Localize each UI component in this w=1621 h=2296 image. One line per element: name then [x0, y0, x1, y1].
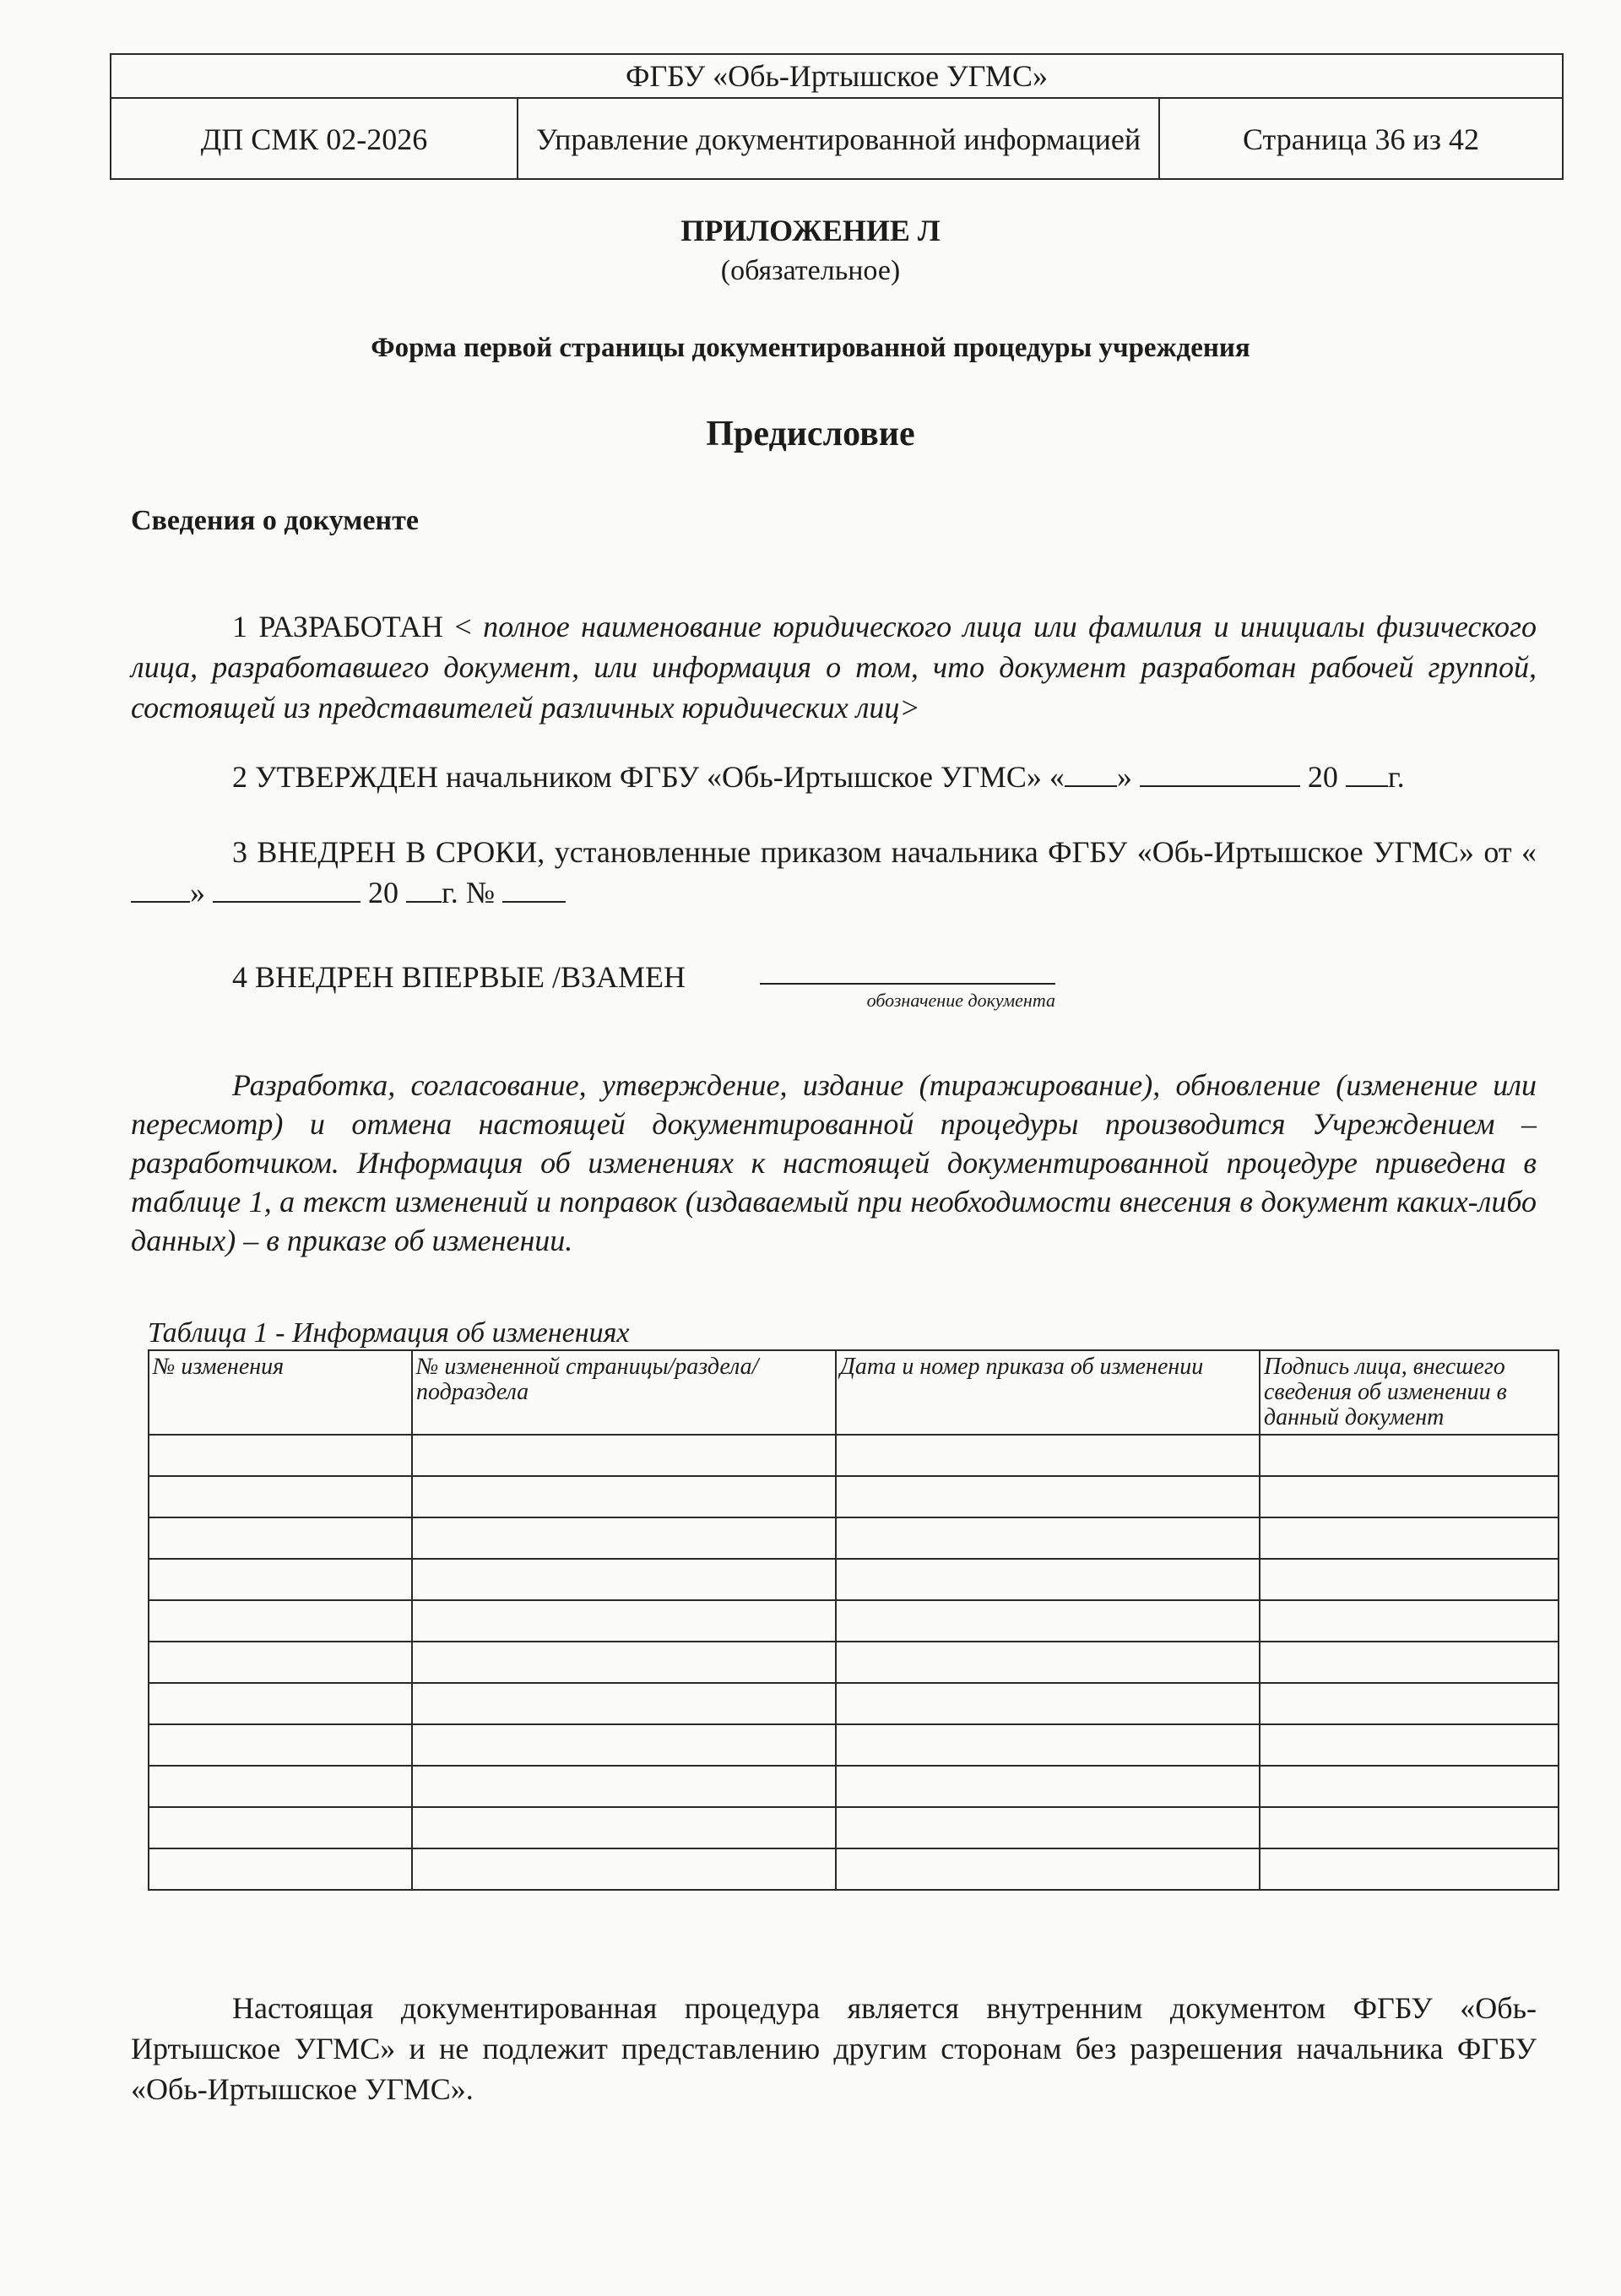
table-row	[149, 1807, 1559, 1848]
footer-paragraph: Настоящая документированная процедура является внутренним документом ФГБУ «Обь-Иртышское УГМС» и не подлежит представлению другим сторонам без разрешения начальника ФГБУ «Обь-Иртышское УГМС».	[131, 1991, 1537, 2106]
table-cell[interactable]	[836, 1807, 1260, 1848]
table-cell[interactable]	[412, 1807, 836, 1848]
table-cell[interactable]	[149, 1683, 412, 1724]
table-row	[149, 1559, 1559, 1600]
header-doc-title: Управление документированной информацией	[518, 99, 1160, 180]
appendix-title: ПРИЛОЖЕНИЕ Л	[680, 214, 941, 247]
table-row	[149, 1517, 1559, 1559]
table-cell[interactable]	[836, 1600, 1260, 1642]
number-sign: №	[465, 876, 496, 909]
table-cell[interactable]	[1260, 1766, 1559, 1807]
col-header-change-number: № изменения	[149, 1350, 412, 1435]
order-number-blank	[502, 876, 566, 903]
table-cell[interactable]	[412, 1559, 836, 1600]
item-implemented-terms	[131, 832, 1537, 913]
item-approved-text: 2 УТВЕРЖДЕН начальником ФГБУ «Обь-Иртышское УГМС» «	[232, 760, 1065, 794]
table-cell[interactable]	[1260, 1724, 1559, 1766]
item-approved	[131, 757, 1537, 797]
table-cell[interactable]	[1260, 1683, 1559, 1724]
table-cell[interactable]	[1260, 1559, 1559, 1600]
table-cell[interactable]	[149, 1435, 412, 1476]
table-row	[149, 1642, 1559, 1683]
table-row	[149, 1683, 1559, 1724]
order-year-blank	[406, 876, 442, 903]
table-cell[interactable]	[149, 1807, 412, 1848]
table-cell[interactable]	[412, 1724, 836, 1766]
table-cell[interactable]	[1260, 1807, 1559, 1848]
table-cell[interactable]	[412, 1600, 836, 1642]
table-cell[interactable]	[836, 1724, 1260, 1766]
table-cell[interactable]	[149, 1642, 412, 1683]
table-cell[interactable]	[412, 1476, 836, 1517]
table-cell[interactable]	[1260, 1600, 1559, 1642]
doc-designation-caption: обозначение документа	[866, 990, 1055, 1011]
year-blank	[1346, 760, 1388, 787]
day-blank	[1065, 760, 1117, 787]
order-month-blank	[213, 876, 361, 903]
doc-designation-line	[760, 983, 1055, 985]
table-cell[interactable]	[149, 1559, 412, 1600]
table-cell[interactable]	[1260, 1517, 1559, 1559]
month-blank	[1140, 760, 1300, 787]
table-cell[interactable]	[836, 1766, 1260, 1807]
item-developed	[131, 606, 1537, 728]
header-organization: ФГБУ «Обь-Иртышское УГМС»	[111, 55, 1562, 99]
item-approved-year-prefix: 20	[1307, 760, 1338, 794]
item-developed-placeholder: полное наименование юридического лица или фамилия и инициалы физического лица, разработавшего документ, или информация о том, что документ разработан рабочей группой, состоящей из представителей различных юридических лиц>	[131, 610, 1537, 725]
main-paragraph: Разработка, согласование, утверждение, издание (тиражирование), обновление (изменение или пересмотр) и отмена настоящей документированной процедуры производится Учреждением – разработчиком. Информация об изменениях к настоящей документированной процедуре приведена в таблице 1, а текст изменений и поправок (издаваемый при необходимости внесения в документ каких-либо данных) – в приказе об изменении.	[131, 1068, 1537, 1257]
table-cell[interactable]	[149, 1766, 412, 1807]
item-approved-close-quote: »	[1116, 760, 1132, 794]
form-title: Форма первой страницы документированной процедуры учреждения	[371, 333, 1250, 363]
preface-title: Предисловие	[706, 415, 915, 453]
item-approved-year-suffix: г.	[1387, 760, 1405, 794]
table-cell[interactable]	[412, 1683, 836, 1724]
table-cell[interactable]	[149, 1476, 412, 1517]
item-implemented-text: 3 ВНЕДРЕН В СРОКИ, установленные приказом начальника ФГБУ «Обь-Иртышское УГМС» от «	[232, 835, 1537, 869]
table-cell[interactable]	[1260, 1476, 1559, 1517]
table-cell[interactable]	[1260, 1435, 1559, 1476]
changes-table	[148, 1349, 1559, 1891]
header-page-number: Страница 36 из 42	[1243, 122, 1479, 156]
header-doc-code: ДП СМК 02-2026	[111, 99, 518, 180]
table-row	[149, 1766, 1559, 1807]
table-cell[interactable]	[836, 1435, 1260, 1476]
table-cell[interactable]	[836, 1476, 1260, 1517]
table-cell[interactable]	[412, 1766, 836, 1807]
item-developed-lead: 1 РАЗРАБОТАН <	[232, 610, 472, 643]
order-day-blank	[131, 876, 190, 903]
col-header-changed-page: № измененной страницы/раздела/подраздела	[412, 1350, 836, 1435]
document-info-heading: Сведения о документе	[131, 505, 419, 536]
table-header-row	[149, 1350, 1559, 1435]
table-cell[interactable]	[1260, 1848, 1559, 1890]
document-header	[110, 53, 1564, 180]
table-cell[interactable]	[836, 1848, 1260, 1890]
table-cell[interactable]	[412, 1642, 836, 1683]
item-implemented-year-suffix: г.	[442, 876, 458, 909]
item-first-or-replace: 4 ВНЕДРЕН ВПЕРВЫЕ /ВЗАМЕН	[232, 960, 686, 994]
table-cell[interactable]	[149, 1600, 412, 1642]
table-cell[interactable]	[149, 1724, 412, 1766]
table-cell[interactable]	[836, 1517, 1260, 1559]
table-row	[149, 1435, 1559, 1476]
table-cell[interactable]	[836, 1683, 1260, 1724]
table-cell[interactable]	[1260, 1642, 1559, 1683]
table-cell[interactable]	[836, 1642, 1260, 1683]
table-row	[149, 1476, 1559, 1517]
table-row	[149, 1600, 1559, 1642]
item-implemented-year-prefix: 20	[368, 876, 398, 909]
table-row	[149, 1848, 1559, 1890]
table-body	[149, 1435, 1559, 1890]
table-cell[interactable]	[149, 1848, 412, 1890]
table-caption: Таблица 1 - Информация об изменениях	[148, 1317, 630, 1349]
table-cell[interactable]	[412, 1435, 836, 1476]
table-cell[interactable]	[836, 1559, 1260, 1600]
col-header-order-date: Дата и номер приказа об изменении	[836, 1350, 1260, 1435]
table-cell[interactable]	[412, 1517, 836, 1559]
table-cell[interactable]	[412, 1848, 836, 1890]
item-implemented-close-quote: »	[190, 876, 205, 909]
table-row	[149, 1724, 1559, 1766]
table-cell[interactable]	[149, 1517, 412, 1559]
appendix-subtitle: (обязательное)	[720, 255, 901, 286]
col-header-signature: Подпись лица, внесшего сведения об изменении в данный документ	[1260, 1350, 1559, 1435]
